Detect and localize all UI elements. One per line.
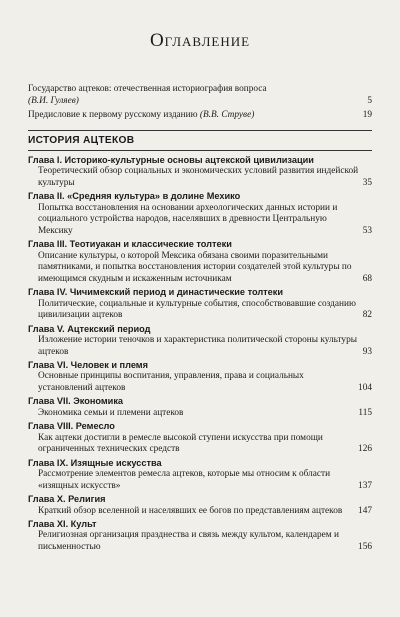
front-matter-item — [28, 110, 372, 122]
chapter-title: Глава X. Религия — [28, 494, 106, 505]
chapter-entry — [28, 324, 372, 358]
chapter-description: Экономика семьи и племени ацтеков — [38, 407, 184, 418]
chapter-page: 93 — [362, 346, 372, 357]
chapter-title: Глава V. Ацтекский период — [28, 323, 151, 334]
front-matter-page: 19 — [362, 110, 372, 121]
front-matter — [28, 84, 372, 125]
chapter-entry — [28, 396, 372, 419]
divider — [28, 150, 372, 151]
chapter-entry — [28, 155, 372, 189]
chapter-page: 126 — [358, 444, 372, 455]
chapter-description: Как ацтеки достигли в ремесле высокой ступени искусства при помощи ограниченных технических средств — [38, 432, 323, 455]
chapter-list — [28, 155, 372, 555]
chapter-description: Изложение истории теночков и характеристика политической стороны культуры ацтеков — [38, 335, 357, 357]
chapter-entry — [28, 360, 372, 394]
front-matter-author: (В.И. Гуляев) — [28, 95, 79, 106]
chapter-title: Глава VI. Человек и племя — [28, 360, 148, 371]
chapter-page: 137 — [358, 480, 372, 491]
divider — [28, 130, 372, 131]
front-matter-text: Предисловие к первому русскому изданию — [28, 110, 198, 121]
chapter-title: Глава I. Историко-культурные основы ацтекской цивилизации — [28, 155, 314, 165]
chapter-description: Теоретический обзор социальных и экономических условий развития индейской культуры — [38, 166, 359, 188]
chapter-entry — [28, 519, 372, 553]
chapter-page: 115 — [358, 407, 372, 418]
chapter-title: Глава II. «Средняя культура» в долине Мехико — [28, 191, 241, 202]
front-matter-author: (В.В. Струве) — [199, 110, 255, 121]
chapter-page: 104 — [358, 382, 372, 393]
front-matter-item — [28, 84, 372, 107]
chapter-page: 53 — [362, 225, 372, 236]
chapter-page: 35 — [362, 177, 372, 188]
chapter-title: Глава IX. Изящные искусства — [28, 457, 162, 468]
chapter-entry — [28, 191, 372, 237]
chapter-description: Попытка восстановления на основании археологических данных истории и социального устройства народов, населявших в древности Центральную Мексику — [38, 202, 338, 236]
chapter-entry — [28, 421, 372, 455]
page-title: Оглавление — [149, 30, 251, 51]
chapter-page: 147 — [358, 505, 372, 516]
chapter-entry — [28, 494, 372, 517]
chapter-description: Рассмотрение элементов ремесла ацтеков, которые мы относим к области «изящных искусств» — [38, 469, 331, 491]
chapter-description: Краткий обзор вселенной и населявших ее богов по представлениям ацтеков — [38, 505, 343, 516]
chapter-entry — [28, 287, 372, 321]
chapter-entry — [28, 458, 372, 492]
front-matter-text: Государство ацтеков: отечественная историография вопроса — [28, 84, 267, 94]
chapter-page: 82 — [362, 310, 372, 321]
front-matter-page: 5 — [367, 95, 372, 106]
chapter-description: Описание культуры, о которой Мексика обязана своими поразительными памятниками, и попытка восстановления истории создателей этой культуры по имеющимся скудным и искаженным источникам — [38, 250, 352, 284]
chapter-title: Глава VII. Экономика — [28, 396, 124, 407]
chapter-page: 156 — [358, 541, 372, 552]
chapter-entry — [28, 239, 372, 285]
chapter-title: Глава VIII. Ремесло — [28, 421, 115, 432]
chapter-description: Политические, социальные и культурные события, способствовавшие созданию цивилизации ацтеков — [38, 298, 356, 321]
chapter-page: 68 — [362, 273, 372, 284]
chapter-title: Глава III. Теотиуакан и классические толтеки — [28, 239, 232, 250]
chapter-description: Основные принципы воспитания, управления, права и социальных установлений ацтеков — [38, 371, 304, 393]
chapter-title: Глава IV. Чичимекский период и династические толтеки — [28, 287, 284, 298]
chapter-description: Религиозная организация празднества и связь между культом, календарем и письменностью — [38, 530, 339, 552]
section-heading: ИСТОРИЯ АЦТЕКОВ — [28, 135, 135, 146]
chapter-title: Глава XI. Культ — [28, 519, 97, 530]
